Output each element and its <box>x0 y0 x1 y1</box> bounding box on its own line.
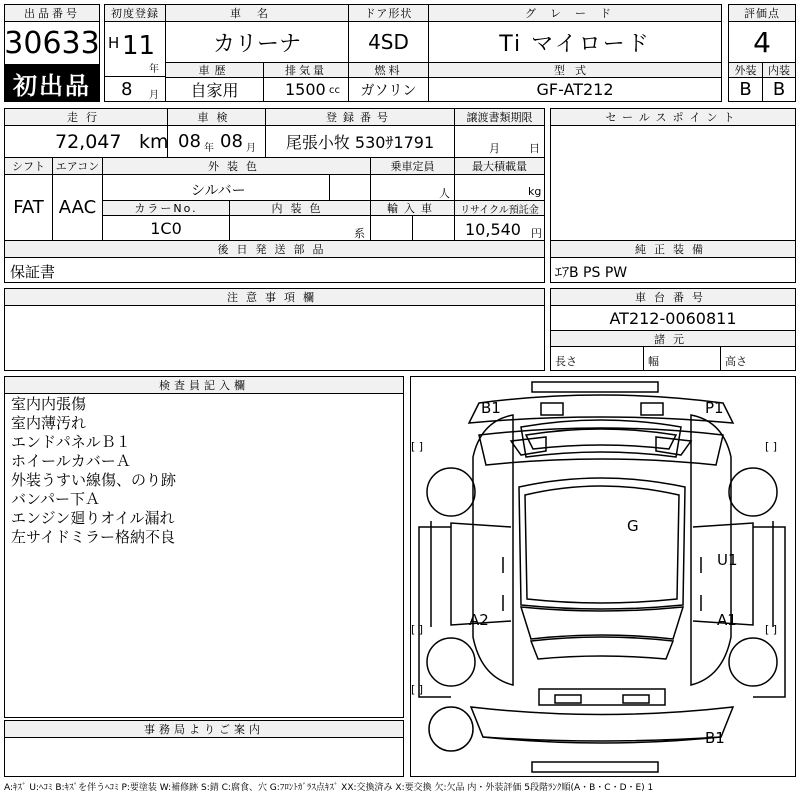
inspector-note: 左サイドミラー格納不良 <box>11 528 175 546</box>
inspection-label: 車検 <box>167 108 266 126</box>
shift: FAT <box>13 197 44 218</box>
inspector-note: エンジン廻りオイル漏れ <box>11 509 175 527</box>
later-parts: 保証書 <box>10 263 56 281</box>
int-label: 内装 <box>762 62 796 78</box>
car-name: カリーナ <box>212 31 301 57</box>
color-no-label: カラーNo. <box>102 200 230 216</box>
displacement-unit: cc <box>329 85 340 96</box>
transfer-label: 譲渡書類期限 <box>454 108 545 126</box>
damage-mark-g: G <box>627 517 639 535</box>
year-unit: 年 <box>149 64 159 75</box>
lot-no-label: 出品番号 <box>4 4 100 22</box>
shift-label: シフト <box>4 157 53 175</box>
inspection-month: 08 <box>220 131 243 152</box>
width-box <box>643 346 721 371</box>
inspector-note: 室内薄汚れ <box>11 414 87 432</box>
lot-no-value: 30633 <box>4 25 100 61</box>
car-name-label: 車名 <box>165 4 349 22</box>
bracket-left-bottom: [ ] <box>411 683 424 696</box>
bracket-left-upper: [ ] <box>411 440 424 453</box>
dims-label: 諸元 <box>550 330 796 347</box>
damage-mark-b1-bottom: B1 <box>705 729 725 747</box>
fuel-label: 燃料 <box>348 62 429 78</box>
plate-box <box>265 125 455 158</box>
ac-box <box>52 174 103 241</box>
inspector-notes-box <box>4 393 404 718</box>
model-label: 型式 <box>428 62 722 78</box>
door-label: ドア形状 <box>348 4 429 22</box>
damage-mark-p1: P1 <box>705 399 724 417</box>
ac: AAC <box>58 197 97 218</box>
fuel: ガソリン <box>360 82 417 99</box>
era: H <box>108 34 120 52</box>
damage-code-legend: A:ｷｽﾞ U:ﾍｺﾐ B:ｷｽﾞを伴うﾍｺﾐ P:要塗装 W:補修跡 S:錆 C:腐食、穴 G:ﾌﾛﾝﾄｶﾞﾗｽ点ｷｽﾞ XX:交換済み X:要交換 欠:欠品 内・外装評価 5段階ﾗﾝｸ順(A・B・C・D・E) 1 <box>4 783 654 793</box>
inspector-note: 室内内張傷 <box>11 395 87 413</box>
score: 4 <box>753 25 771 59</box>
inspection-year: 08 <box>178 131 201 152</box>
first-listing-text: 初出品 <box>13 72 91 100</box>
color-no-box <box>102 215 230 241</box>
int-score-box <box>762 77 796 102</box>
door-box <box>348 21 429 63</box>
shift-box <box>4 174 53 241</box>
recycle-label: リサイクル預託金 <box>454 200 545 216</box>
genuine-label: 純正装備 <box>550 240 796 258</box>
length-box <box>550 346 644 371</box>
max-load-unit: kg <box>528 185 542 198</box>
bracket-right-upper: [ ] <box>765 440 778 453</box>
recycle-unit: 円 <box>531 227 542 240</box>
ext-score-box <box>728 77 763 102</box>
interior-color-label: 内装色 <box>229 200 371 216</box>
first-reg-label: 初度登録 <box>104 4 166 22</box>
office-box <box>4 737 404 777</box>
inspection-month-unit: 月 <box>246 143 256 154</box>
length-label: 長さ <box>555 355 577 368</box>
exterior-color-label: 外装色 <box>102 157 371 175</box>
bracket-right-lower: [ ] <box>765 623 778 636</box>
office-label: 事務局よりご案内 <box>4 720 404 738</box>
interior-color-box <box>229 215 371 241</box>
inspection-box <box>167 125 266 158</box>
transfer-box <box>454 125 545 158</box>
score-label: 評価点 <box>728 4 796 22</box>
inspector-label: 検査員記入欄 <box>4 376 404 394</box>
first-reg-month-box <box>104 76 166 102</box>
height-box <box>720 346 796 371</box>
bracket-left-lower: [ ] <box>411 623 424 636</box>
inspector-note: ホイールカバーＡ <box>11 452 131 470</box>
displacement-box <box>263 77 349 102</box>
first-listing-badge <box>4 65 100 102</box>
import-box-a <box>370 215 413 241</box>
car-diagram-svg <box>411 377 795 776</box>
genuine-box <box>550 257 796 283</box>
color-no: 1C0 <box>150 218 182 238</box>
damage-mark-u1: U1 <box>717 551 738 569</box>
exterior-color: シルバー <box>191 183 246 199</box>
fuel-box <box>348 77 429 102</box>
import-box-b <box>412 215 455 241</box>
chassis: AT212-0060811 <box>609 308 737 328</box>
exterior-color-box <box>102 174 330 201</box>
interior-color-suffix: 系 <box>354 227 365 240</box>
inspection-year-unit: 年 <box>204 143 214 154</box>
caution-label: 注意事項欄 <box>4 288 545 306</box>
history-label: 車歴 <box>165 62 264 78</box>
model-box <box>428 77 722 102</box>
grade-box <box>428 21 722 63</box>
inspector-note: エンドパネルＢ１ <box>11 433 131 451</box>
max-load-box <box>454 174 545 201</box>
month-unit: 月 <box>149 90 159 101</box>
car-name-box <box>165 21 349 63</box>
first-reg-year-box <box>104 21 166 77</box>
max-load-label: 最大積載量 <box>454 157 545 175</box>
history: 自家用 <box>190 81 239 100</box>
sales-point-box <box>550 125 796 241</box>
height-label: 高さ <box>725 355 747 368</box>
width-label: 幅 <box>648 355 659 368</box>
recycle: 10,540 <box>465 220 521 239</box>
transfer-month-unit: 月 <box>489 142 500 155</box>
history-box <box>165 77 264 102</box>
damage-mark-a2: A2 <box>469 611 489 629</box>
sales-point-label: セールスポイント <box>550 108 796 126</box>
score-box <box>728 21 796 63</box>
mileage-box <box>4 125 168 158</box>
first-reg-year: 11 <box>122 31 156 61</box>
first-reg-month: 8 <box>121 79 133 100</box>
transfer-day-unit: 日 <box>529 142 540 155</box>
chassis-box <box>550 305 796 331</box>
ext-label: 外装 <box>728 62 763 78</box>
mileage-label: 走行 <box>4 108 168 126</box>
genuine: ｴｱB PS PW <box>555 265 628 281</box>
model: GF-AT212 <box>536 80 614 99</box>
later-parts-label: 後日発送部品 <box>4 240 545 258</box>
chassis-label: 車台番号 <box>550 288 796 306</box>
grade: Ti マイロード <box>499 31 651 57</box>
ac-label: エアコン <box>52 157 103 175</box>
mileage-unit: km <box>139 131 169 153</box>
recycle-box <box>454 215 545 241</box>
ext-score: B <box>739 79 752 100</box>
capacity-unit: 人 <box>439 187 450 200</box>
lot-no <box>4 21 100 65</box>
inspector-note: バンパー下Ａ <box>11 490 100 508</box>
damage-mark-b1-top: B1 <box>481 399 501 417</box>
grade-label: グレード <box>428 4 722 22</box>
car-diagram <box>410 376 796 777</box>
inspector-note: 外装うすい線傷、のり跡 <box>11 471 177 489</box>
door-type: 4SD <box>368 30 409 54</box>
mileage: 72,047 <box>55 131 122 153</box>
int-score: B <box>772 79 786 100</box>
import-label: 輸入車 <box>370 200 455 216</box>
exterior-color-extra <box>329 174 371 201</box>
damage-mark-a1: A1 <box>717 611 737 629</box>
plate: 尾張小牧 530ｻ1791 <box>285 133 435 152</box>
capacity-label: 乗車定員 <box>370 157 455 175</box>
displacement-label: 排気量 <box>263 62 349 78</box>
displacement: 1500 <box>285 80 326 99</box>
capacity-box <box>370 174 455 201</box>
later-parts-box <box>4 257 545 283</box>
caution-box <box>4 305 545 371</box>
plate-label: 登録番号 <box>265 108 455 126</box>
